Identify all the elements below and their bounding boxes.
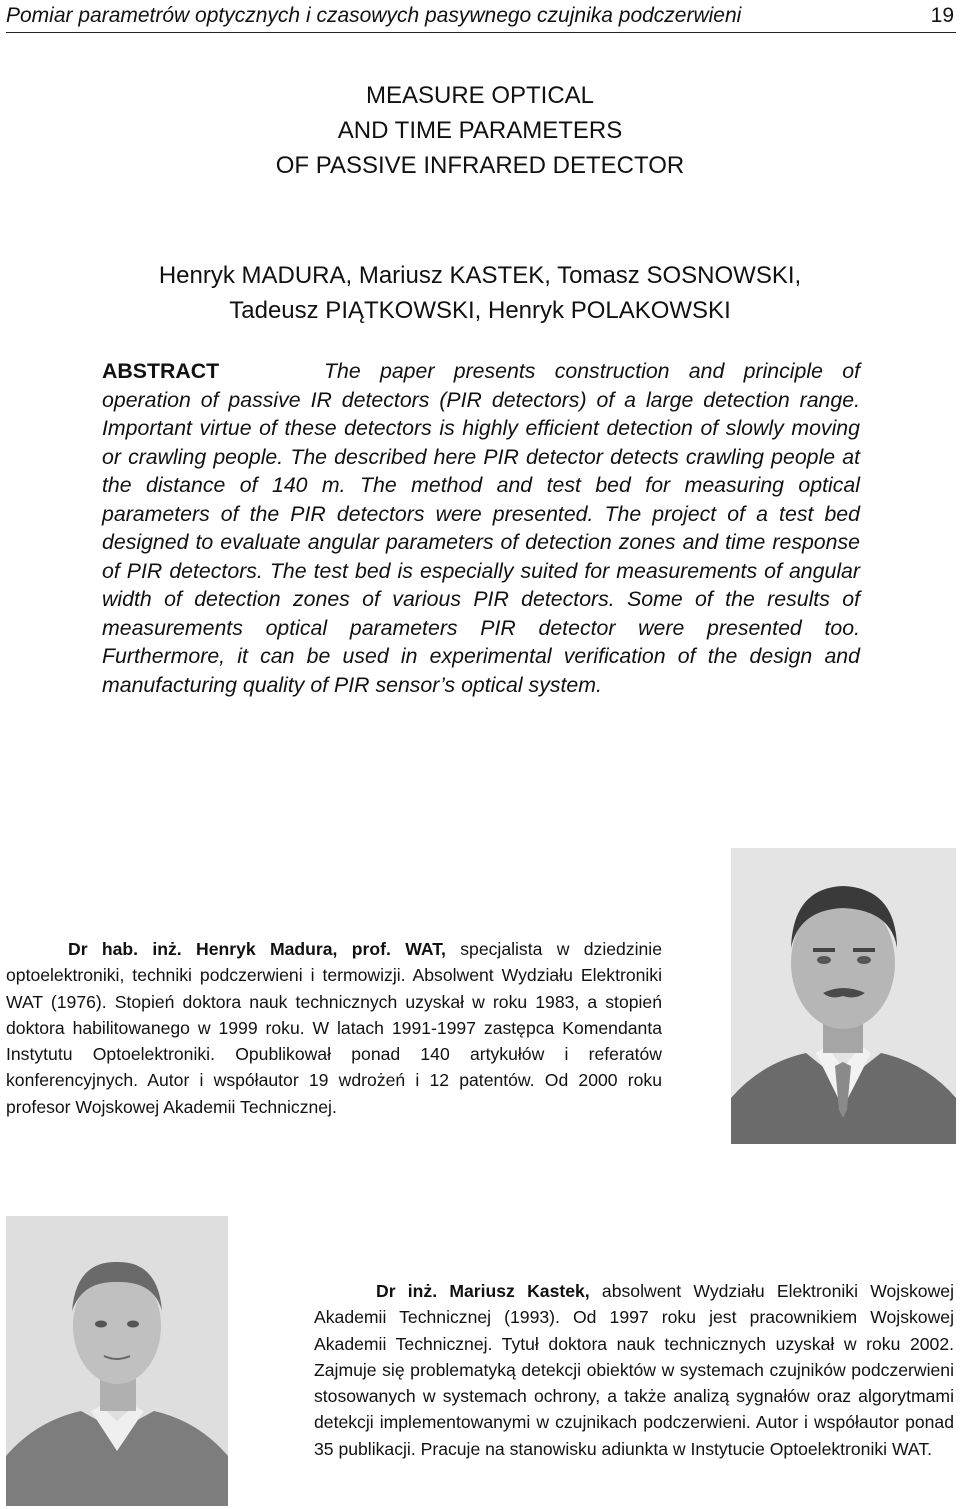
- bio-name: Dr hab. inż. Henryk Madura, prof. WAT,: [68, 939, 446, 959]
- title-line: AND TIME PARAMETERS: [337, 117, 623, 144]
- author-line: Tadeusz PIĄTKOWSKI, Henryk POLAKOWSKI: [229, 297, 731, 324]
- title-line: MEASURE OPTICAL: [365, 82, 595, 109]
- running-title: Pomiar parametrów optycznych i czasowych pasywnego czujnika podczerwieni: [6, 4, 742, 27]
- page-header: [6, 2, 956, 33]
- author-photo-madura: [731, 848, 956, 1144]
- author-line: Henryk MADURA, Mariusz KASTEK, Tomasz SOSNOWSKI,: [158, 262, 802, 289]
- title-line: OF PASSIVE INFRARED DETECTOR: [275, 152, 685, 179]
- bio-text: specjalista w dziedzinie optoelektroniki, techniki podczerwieni i termowizji. Absolwent Wydziału Elektroniki WAT (1976). Stopień doktora nauk technicznych uzyskał w roku 1983, a stopień doktora habilitowanego w 1999 roku. W latach 1991-1997 zastępca Komendanta Instytutu Optoelektroniki. Opublikował ponad 140 artykułów i referatów konferencyjnych. Autor i współautor 19 wdrożeń i 12 patentów. Od 2000 roku profesor Wojskowej Akademii Technicznej.: [6, 939, 662, 1117]
- bio-kastek: [314, 1278, 954, 1462]
- abstract: [102, 357, 860, 699]
- page-number: 19: [930, 4, 954, 27]
- bio-name: Dr inż. Mariusz Kastek,: [376, 1281, 590, 1301]
- abstract-text: The paper presents construction and principle of operation of passive IR detectors (PIR detectors) of a large detection range. Important virtue of these detectors is highly efficient detection of slowly moving or crawling people. The described here PIR detector detects crawling people at the distance of 140 m. The method and test bed for measuring optical parameters of the PIR detectors were presented. The project of a test bed designed to evaluate angular parameters of detection zones and time response of PIR detectors. The test bed is especially suited for measurements of angular width of detection zones of various PIR detectors. Some of the results of measurements optical parameters PIR detector were presented too. Furthermore, it can be used in experimental verification of the design and manufacturing quality of PIR sensor’s optical system.: [102, 359, 860, 697]
- paper-title: [0, 78, 960, 183]
- bio-madura: [6, 936, 662, 1120]
- author-photo-kastek: [6, 1216, 228, 1506]
- abstract-label: ABSTRACT: [102, 359, 220, 383]
- bio-text: absolwent Wydziału Elektroniki Wojskowej Akademii Technicznej (1993). Od 1997 roku jest pracownikiem Wojskowej Akademii Technicznej. Tytuł doktora nauk technicznych uzyskał w roku 2002. Zajmuje się problematyką detekcji obiektów w systemach czujników podczerwieni stosowanych w systemach ochrony, a także analizą sygnałów oraz algorytmami detekcji implementowanymi w czujnikach podczerwieni. Autor i współautor ponad 35 publikacji. Pracuje na stanowisku adiunkta w Instytucie Optoelektroniki WAT.: [314, 1281, 954, 1459]
- author-list: [0, 258, 960, 328]
